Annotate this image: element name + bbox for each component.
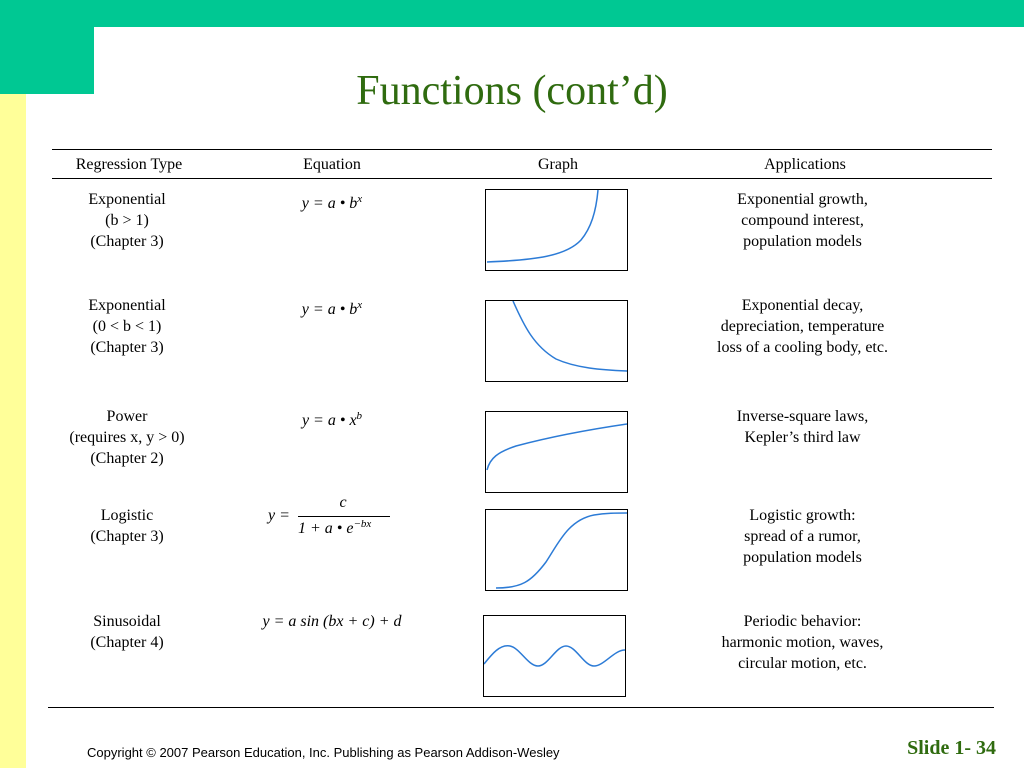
table-bottom-rule [48, 707, 994, 708]
row3-eq-base: y = a • x [301, 412, 357, 429]
row2-app-line3: loss of a cooling body, etc. [717, 339, 888, 356]
header-regression-type: Regression Type [75, 156, 183, 173]
row5-applications [700, 611, 905, 674]
row1-eq-base: y = a • b [301, 195, 358, 212]
row4-applications [700, 505, 905, 568]
row1-regression-type [52, 189, 202, 252]
row5-eq-text: y = a sin (bx + c) + d [262, 613, 402, 630]
row3-regression-type [52, 406, 202, 469]
exponential-growth-curve [486, 190, 627, 270]
row1-app-line2: compound interest, [741, 212, 864, 229]
row4-eq-fraction-bar [298, 516, 390, 517]
row4-eq-den-text: 1 + a • e [298, 520, 354, 537]
row2-graph [485, 300, 628, 382]
table-header-rule [52, 178, 992, 179]
exponential-decay-curve [486, 301, 627, 381]
row4-equation [268, 494, 408, 540]
header-graph: Graph [538, 156, 578, 173]
row4-type-line2: (Chapter 3) [90, 528, 164, 545]
row5-app-line2: harmonic motion, waves, [721, 634, 884, 651]
row4-type-line1: Logistic [100, 507, 154, 524]
row2-type-line2: (0 < b < 1) [92, 318, 162, 335]
row3-type-line2: (requires x, y > 0) [69, 429, 185, 446]
row5-graph [483, 615, 626, 697]
sinusoid-curve [484, 616, 625, 696]
slide-number: Slide 1- 34 [907, 737, 996, 759]
row5-app-line1: Periodic behavior: [743, 613, 862, 630]
table-top-rule [52, 149, 992, 150]
row1-app-line1: Exponential growth, [737, 191, 868, 208]
row1-applications [700, 189, 905, 252]
row4-app-line3: population models [743, 549, 862, 566]
row1-graph [485, 189, 628, 271]
row2-equation [262, 295, 402, 320]
row3-type-line3: (Chapter 2) [90, 450, 164, 467]
row2-type-line1: Exponential [88, 297, 166, 314]
row2-eq-exponent: x [357, 299, 363, 311]
row5-type-line1: Sinusoidal [93, 613, 161, 630]
row4-eq-den-exponent: −bx [353, 518, 372, 530]
top-accent-band [0, 0, 1024, 27]
row3-equation [262, 406, 402, 431]
row5-regression-type [52, 611, 202, 653]
row2-app-line2: depreciation, temperature [720, 318, 885, 335]
copyright-footer: Copyright © 2007 Pearson Education, Inc. Publishing as Pearson Addison-Wesley [87, 745, 560, 760]
row2-app-line1: Exponential decay, [741, 297, 864, 314]
row2-eq-base: y = a • b [301, 301, 358, 318]
row1-type-line1: Exponential [88, 191, 166, 208]
row1-type-line3: (Chapter 3) [90, 233, 164, 250]
row1-eq-exponent: x [357, 193, 363, 205]
row3-eq-exponent: b [356, 410, 363, 422]
row4-eq-denominator [298, 518, 398, 538]
row4-graph [485, 509, 628, 591]
row2-type-line3: (Chapter 3) [90, 339, 164, 356]
row2-regression-type [52, 295, 202, 358]
row3-app-line1: Inverse-square laws, [736, 408, 869, 425]
slide-title: Functions (cont’d) [356, 68, 668, 114]
row4-eq-lhs: y = [268, 507, 290, 524]
row2-applications [700, 295, 905, 358]
row5-app-line3: circular motion, etc. [738, 655, 867, 672]
row3-type-line1: Power [106, 408, 148, 425]
row3-graph [485, 411, 628, 493]
row5-equation [242, 611, 422, 632]
row1-equation [262, 189, 402, 214]
row1-type-line2: (b > 1) [105, 212, 149, 229]
row4-regression-type [52, 505, 202, 547]
row1-app-line3: population models [743, 233, 862, 250]
row4-eq-numerator: c [339, 494, 347, 511]
header-equation: Equation [303, 156, 361, 173]
power-curve [486, 412, 627, 492]
row3-app-line2: Kepler’s third law [744, 429, 861, 446]
row5-type-line2: (Chapter 4) [90, 634, 164, 651]
header-applications: Applications [764, 156, 846, 173]
row4-app-line2: spread of a rumor, [744, 528, 861, 545]
left-accent-strip [0, 94, 26, 768]
logistic-curve [486, 510, 627, 590]
row3-applications [700, 406, 905, 448]
row4-app-line1: Logistic growth: [749, 507, 856, 524]
